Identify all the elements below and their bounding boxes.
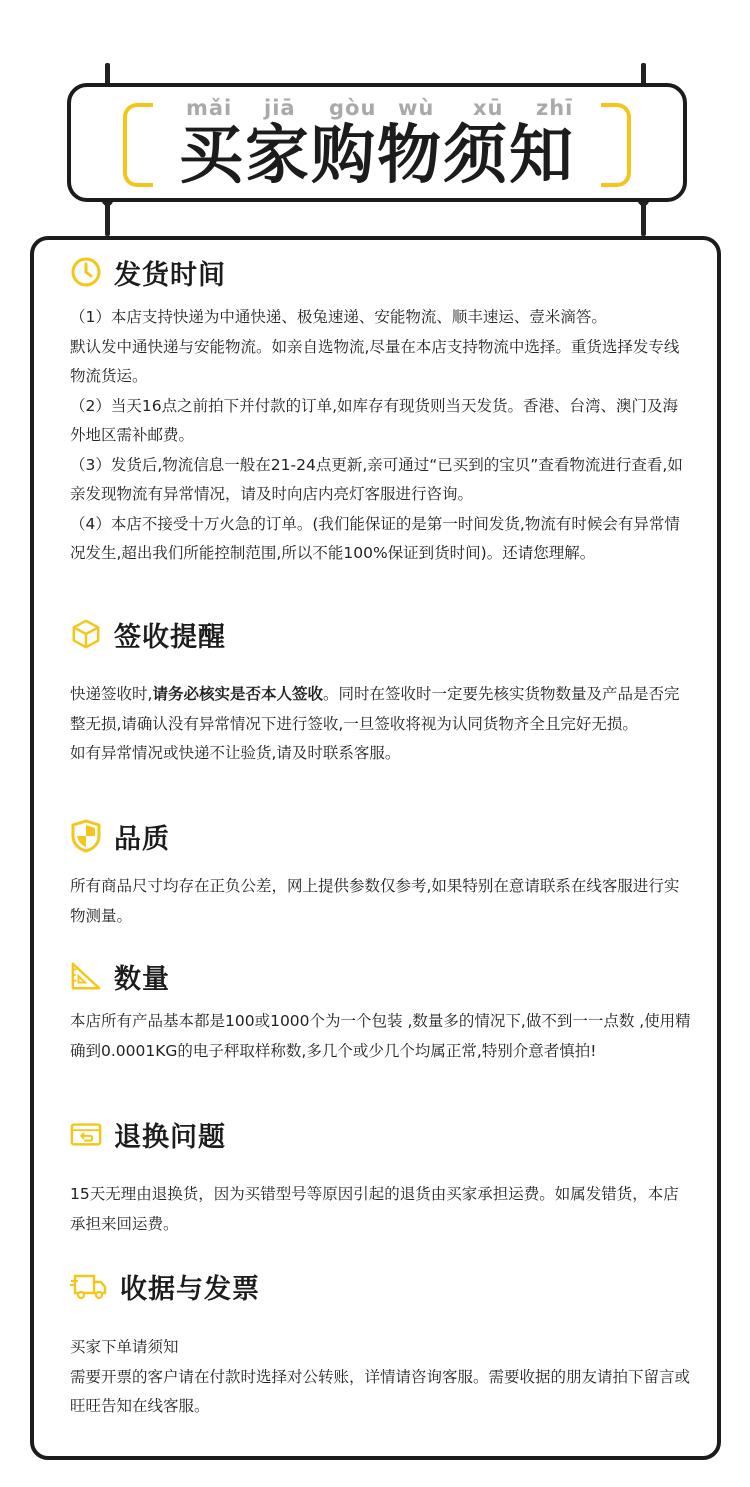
paragraph: 所有商品尺寸均存在正负公差，网上提供参数仅参考,如果特别在意请联系在线客服进行实物测量。 xyxy=(70,877,680,925)
paragraph: （1）本店支持快递为中通快递、极兔速递、安能物流、顺丰速运、壹米滴答。 xyxy=(70,308,607,326)
pinyin: zhī xyxy=(536,96,574,120)
section-invoice-header xyxy=(70,1268,260,1304)
package-icon xyxy=(70,618,102,650)
section-quality-header xyxy=(70,818,170,854)
return-box-icon xyxy=(70,1118,102,1150)
notice-card xyxy=(30,236,721,1460)
section-quality-body xyxy=(70,872,692,931)
section-returns-body xyxy=(70,1180,692,1239)
page-title: 买家购物须知 xyxy=(179,119,575,193)
section-title: 数量 xyxy=(114,963,170,995)
paragraph: （3）发货后,物流信息一般在21-24点更新,亲可通过“已买到的宝贝”查看物流进行查看,如亲发现物流有异常情况，请及时向店内亮灯客服进行咨询。 xyxy=(70,455,683,503)
section-quantity-header xyxy=(70,958,170,994)
section-shipping-body xyxy=(70,303,692,569)
paragraph: 如有异常情况或快递不让验货,请及时联系客服。 xyxy=(70,744,401,762)
text: 。同时在签收时一定要先核实货物数量及产品是否完整无损,请确认没有异常情况下进行签收,一旦签收将视为认同货物齐全且完好无损。 xyxy=(70,685,680,733)
section-receipt-body xyxy=(70,680,692,769)
paragraph xyxy=(70,680,692,739)
section-title: 品质 xyxy=(114,823,170,855)
section-invoice-body xyxy=(70,1333,692,1422)
pinyin: wù xyxy=(398,96,435,120)
section-receipt-header xyxy=(70,616,226,652)
emphasis-text: 请务必核实是否本人签收 xyxy=(152,685,323,703)
sign-hanger-right xyxy=(641,63,646,85)
section-title: 签收提醒 xyxy=(114,621,226,653)
section-title: 发货时间 xyxy=(114,259,226,291)
pinyin: jiā xyxy=(264,96,296,120)
paragraph: 买家下单请须知 xyxy=(70,1338,179,1356)
paragraph: 15天无理由退换货，因为买错型号等原因引起的退货由买家承担运费。如属发错货，本店承担来回运费。 xyxy=(70,1185,679,1233)
pinyin: gòu xyxy=(329,96,377,120)
section-returns-header xyxy=(70,1116,226,1152)
paragraph: 默认发中通快递与安能物流。如亲自选物流,尽量在本店支持物流中选择。重货选择发专线物流货运。 xyxy=(70,337,680,385)
shield-icon xyxy=(70,820,102,852)
pinyin: xū xyxy=(473,96,504,120)
sign-hanger-left xyxy=(105,63,110,85)
header-sign xyxy=(67,83,687,202)
paragraph: （2）当天16点之前拍下并付款的订单,如库存有现货则当天发货。香港、台湾、澳门及海外地区需补邮费。 xyxy=(70,396,679,444)
section-title: 退换问题 xyxy=(114,1121,226,1153)
delivery-truck-icon xyxy=(70,1270,108,1302)
pinyin: mǎi xyxy=(186,96,233,120)
section-title: 收据与发票 xyxy=(120,1273,260,1305)
text: 快递签收时, xyxy=(70,685,153,703)
section-quantity-body xyxy=(70,1007,692,1066)
ruler-triangle-icon xyxy=(70,960,102,992)
paragraph: （4）本店不接受十万火急的订单。(我们能保证的是第一时间发货,物流有时候会有异常情况发生,超出我们所能控制范围,所以不能100%保证到货时间)。还请您理解。 xyxy=(70,514,680,562)
clock-icon xyxy=(70,256,102,288)
section-shipping-header xyxy=(70,254,226,290)
paragraph: 需要开票的客户请在付款时选择对公转账，详情请咨询客服。需要收据的朋友请拍下留言或旺旺告知在线客服。 xyxy=(70,1367,691,1415)
paragraph: 本店所有产品基本都是100或1000个为一个包装 ,数量多的情况下,做不到一一点数 ,使用精确到0.0001KG的电子秤取样称数,多几个或少几个均属正常,特别介意者慎拍! xyxy=(70,1012,691,1060)
